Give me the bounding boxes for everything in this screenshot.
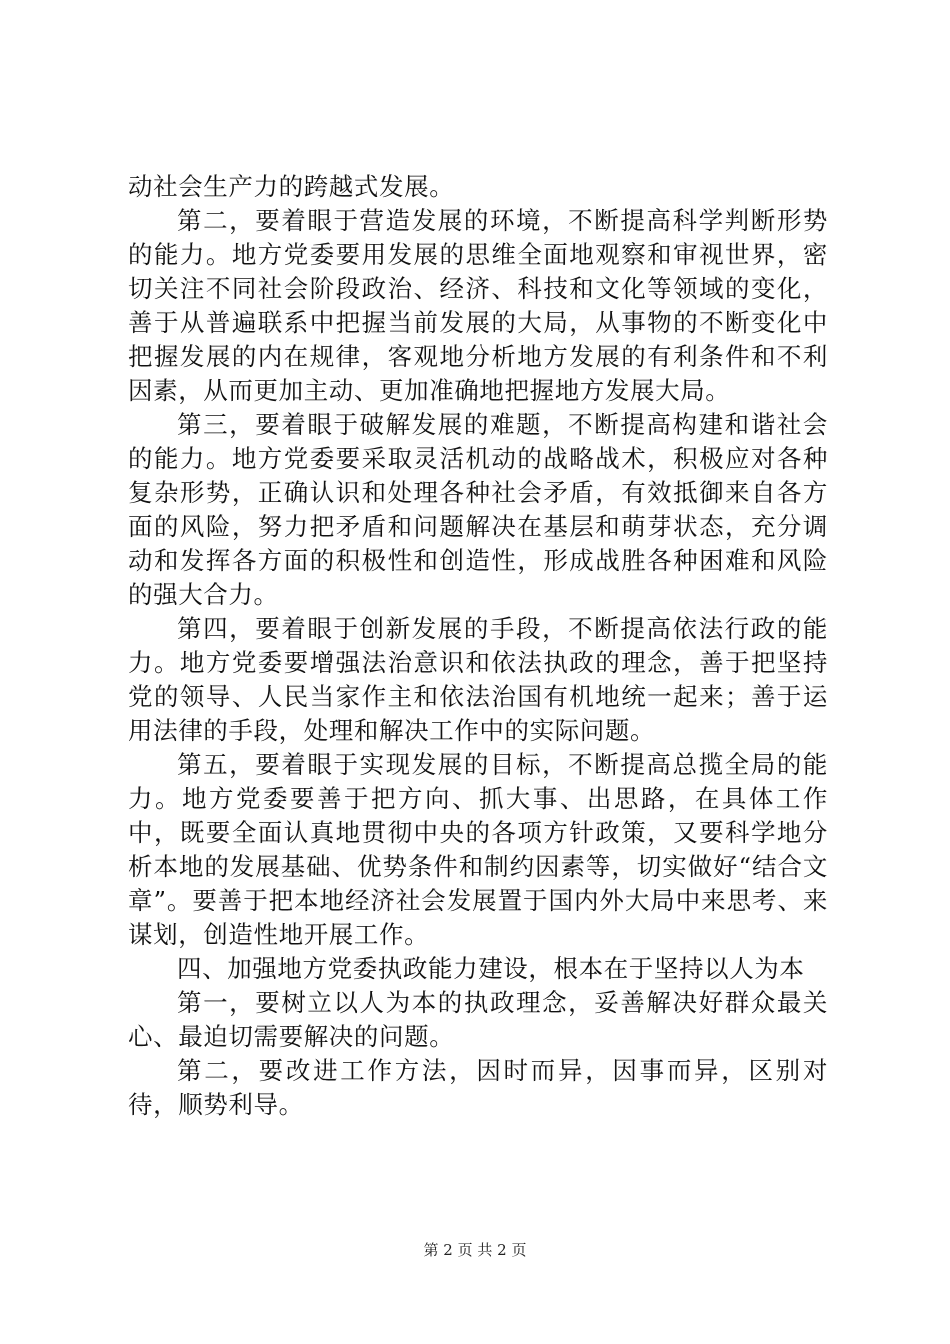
paragraph-6: 第一，要树立以人为本的执政理念，妥善解决好群众最关心、最迫切需要解决的问题。	[128, 988, 828, 1051]
paragraph-5: 第五，要着眼于实现发展的目标，不断提高总揽全局的能力。地方党委要善于把方向、抓大事、出思路，在具体工作中，既要全面认真地贯彻中央的各项方针政策，又要科学地分析本地的发展基础、优势条件和制约因素等，切实做好“结合文章”。要善于把本地经济社会发展置于国内外大局中来思考、来谋划，创造性地开展工作。	[128, 750, 828, 949]
paragraph-1: 动社会生产力的跨越式发展。	[128, 172, 455, 201]
paragraph-7: 第二，要改进工作方法，因时而异，因事而异，区别对待，顺势利导。	[128, 1056, 828, 1119]
document-body	[128, 170, 828, 1122]
paragraph-4: 第四，要着眼于创新发展的手段，不断提高依法行政的能力。地方党委要增强法治意识和依法执政的理念，善于把坚持党的领导、人民当家作主和依法治国有机地统一起来；善于运用法律的手段，处理和解决工作中的实际问题。	[128, 614, 828, 745]
paragraph-2: 第二，要着眼于营造发展的环境，不断提高科学判断形势的能力。地方党委要用发展的思维全面地观察和审视世界，密切关注不同社会阶段政治、经济、科技和文化等领域的变化，善于从普遍联系中把握当前发展的大局，从事物的不断变化中把握发展的内在规律，客观地分析地方发展的有利条件和不利因素，从而更加主动、更加准确地把握地方发展大局。	[128, 206, 828, 405]
section-heading: 四、加强地方党委执政能力建设，根本在于坚持以人为本	[177, 954, 805, 983]
page-number-footer: 第 2 页 共 2 页	[423, 1241, 527, 1259]
paragraph-3: 第三，要着眼于破解发展的难题，不断提高构建和谐社会的能力。地方党委要采取灵活机动的战略战术，积极应对各种复杂形势，正确认识和处理各种社会矛盾，有效抵御来自各方面的风险，努力把矛盾和问题解决在基层和萌芽状态，充分调动和发挥各方面的积极性和创造性，形成战胜各种困难和风险的强大合力。	[128, 410, 828, 609]
